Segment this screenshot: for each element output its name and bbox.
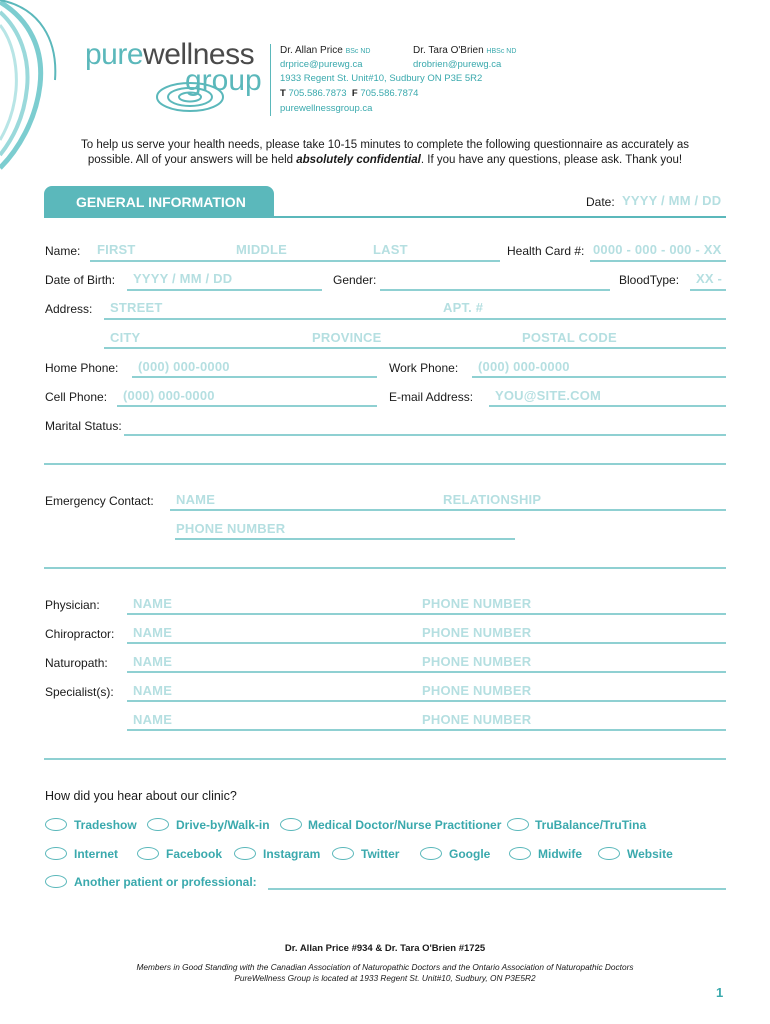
health-card-field[interactable]: 0000 - 000 - 000 - XX: [593, 242, 722, 257]
radio-google[interactable]: [420, 847, 442, 860]
chiropractor-label: Chiropractor:: [45, 627, 115, 641]
naturopath-phone-field[interactable]: PHONE NUMBER: [422, 654, 532, 669]
city-field[interactable]: CITY: [110, 330, 141, 345]
province-field[interactable]: PROVINCE: [312, 330, 382, 345]
emergency-contact-label: Emergency Contact:: [45, 494, 154, 508]
street-field[interactable]: STREET: [110, 300, 163, 315]
referral-question: How did you hear about our clinic?: [45, 789, 237, 803]
header-divider: [270, 44, 271, 116]
physician-label: Physician:: [45, 598, 100, 612]
logo-word-group: group: [185, 64, 262, 97]
specialist-phone-field[interactable]: PHONE NUMBER: [422, 683, 532, 698]
option-tradeshow-label: Tradeshow: [74, 818, 137, 832]
home-phone-label: Home Phone:: [45, 361, 119, 375]
last-name-field[interactable]: LAST: [373, 242, 408, 257]
blood-type-label: BloodType:: [619, 273, 680, 287]
logo-word-pure: pure: [85, 38, 144, 71]
option-google-label: Google: [449, 847, 491, 861]
option-instagram-label: Instagram: [263, 847, 321, 861]
page-number: 1: [716, 985, 724, 1000]
cell-phone-label: Cell Phone:: [45, 390, 108, 404]
section-header-tab: [44, 186, 274, 217]
logo-ripple-icon: [155, 80, 225, 114]
emergency-relationship-field[interactable]: RELATIONSHIP: [443, 492, 542, 507]
radio-tradeshow[interactable]: [45, 818, 67, 831]
dob-field[interactable]: YYYY / MM / DD: [133, 271, 233, 286]
option-midwife-label: Midwife: [538, 847, 582, 861]
radio-twitter[interactable]: [332, 847, 354, 860]
another-patient-field[interactable]: [268, 888, 726, 890]
date-field[interactable]: YYYY / MM / DD: [622, 193, 722, 208]
postal-code-field[interactable]: POSTAL CODE: [522, 330, 617, 345]
intro-text: To help us serve your health needs, please take 10-15 minutes to complete the following questionnaire as accurately as possible. All of your answers will be held absolutely confidential. If you have any questions, please ask. Thank you!: [81, 139, 689, 166]
option-another-patient-label: Another patient or professional:: [74, 875, 257, 889]
chiropractor-name-field[interactable]: NAME: [133, 625, 173, 640]
date-label: Date:: [586, 195, 615, 209]
footer-doctors: Dr. Allan Price #934 & Dr. Tara O'Brien #1725: [284, 943, 486, 954]
doctor2-heading: Dr. Tara O'Brien HBSc ND: [413, 45, 517, 56]
specialist2-name-field[interactable]: NAME: [133, 712, 173, 727]
section-title: GENERAL INFORMATION: [76, 194, 246, 210]
doctor2-email[interactable]: drobrien@purewg.ca: [413, 59, 502, 70]
email-field[interactable]: YOU@SITE.COM: [495, 388, 602, 403]
option-facebook-label: Facebook: [166, 847, 223, 861]
home-phone-field[interactable]: (000) 000-0000: [138, 359, 230, 374]
middle-name-field[interactable]: MIDDLE: [236, 242, 288, 257]
radio-website[interactable]: [598, 847, 620, 860]
physician-name-field[interactable]: NAME: [133, 596, 173, 611]
option-twitter-label: Twitter: [361, 847, 400, 861]
doctor1-heading: Dr. Allan Price BSc ND: [280, 45, 371, 56]
footer-membership: Members in Good Standing with the Canadian Association of Naturopathic Doctors and the Ontario Association of Naturopathic Doctors: [136, 962, 634, 972]
work-phone-label: Work Phone:: [389, 361, 459, 375]
clinic-website[interactable]: purewellnessgroup.ca: [280, 103, 373, 114]
first-name-field[interactable]: FIRST: [97, 242, 136, 257]
footer-location: PureWellness Group is located at 1933 Regent St. Unit#10, Sudbury, ON P3E5R2: [234, 973, 536, 983]
radio-internet[interactable]: [45, 847, 67, 860]
specialist-label: Specialist(s):: [45, 685, 114, 699]
cell-phone-field[interactable]: (000) 000-0000: [123, 388, 215, 403]
radio-midwife[interactable]: [509, 847, 531, 860]
name-label: Name:: [45, 244, 81, 258]
specialist-name-field[interactable]: NAME: [133, 683, 173, 698]
health-card-label: Health Card #:: [507, 244, 585, 258]
logo-word-wellness: wellness: [143, 38, 255, 71]
radio-another-patient[interactable]: [45, 875, 67, 888]
emergency-phone-field[interactable]: PHONE NUMBER: [176, 521, 286, 536]
radio-drive-by[interactable]: [147, 818, 169, 831]
blood-type-field[interactable]: XX -: [696, 271, 723, 286]
gender-label: Gender:: [333, 273, 377, 287]
naturopath-label: Naturopath:: [45, 656, 108, 670]
naturopath-name-field[interactable]: NAME: [133, 654, 173, 669]
option-website-label: Website: [627, 847, 673, 861]
option-medical-doctor-label: Medical Doctor/Nurse Practitioner: [308, 818, 502, 832]
radio-medical-doctor[interactable]: [280, 818, 302, 831]
option-internet-label: Internet: [74, 847, 119, 861]
dob-label: Date of Birth:: [45, 273, 116, 287]
option-drive-by-label: Drive-by/Walk-in: [176, 818, 270, 832]
specialist2-phone-field[interactable]: PHONE NUMBER: [422, 712, 532, 727]
radio-trubalance[interactable]: [507, 818, 529, 831]
marital-status-label: Marital Status:: [45, 419, 122, 433]
clinic-address: 1933 Regent St. Unit#10, Sudbury ON P3E 5R2: [280, 73, 483, 84]
radio-facebook[interactable]: [137, 847, 159, 860]
option-trubalance-label: TruBalance/TruTina: [535, 818, 647, 832]
emergency-name-field[interactable]: NAME: [176, 492, 216, 507]
radio-instagram[interactable]: [234, 847, 256, 860]
clinic-phone-fax: T 705.586.7873 F 705.586.7874: [280, 88, 419, 99]
work-phone-field[interactable]: (000) 000-0000: [478, 359, 570, 374]
address-label: Address:: [45, 302, 93, 316]
email-label: E-mail Address:: [389, 390, 474, 404]
physician-phone-field[interactable]: PHONE NUMBER: [422, 596, 532, 611]
chiropractor-phone-field[interactable]: PHONE NUMBER: [422, 625, 532, 640]
logo: [85, 38, 265, 116]
apt-field[interactable]: APT. #: [443, 300, 484, 315]
doctor1-email[interactable]: drprice@purewg.ca: [280, 59, 363, 70]
